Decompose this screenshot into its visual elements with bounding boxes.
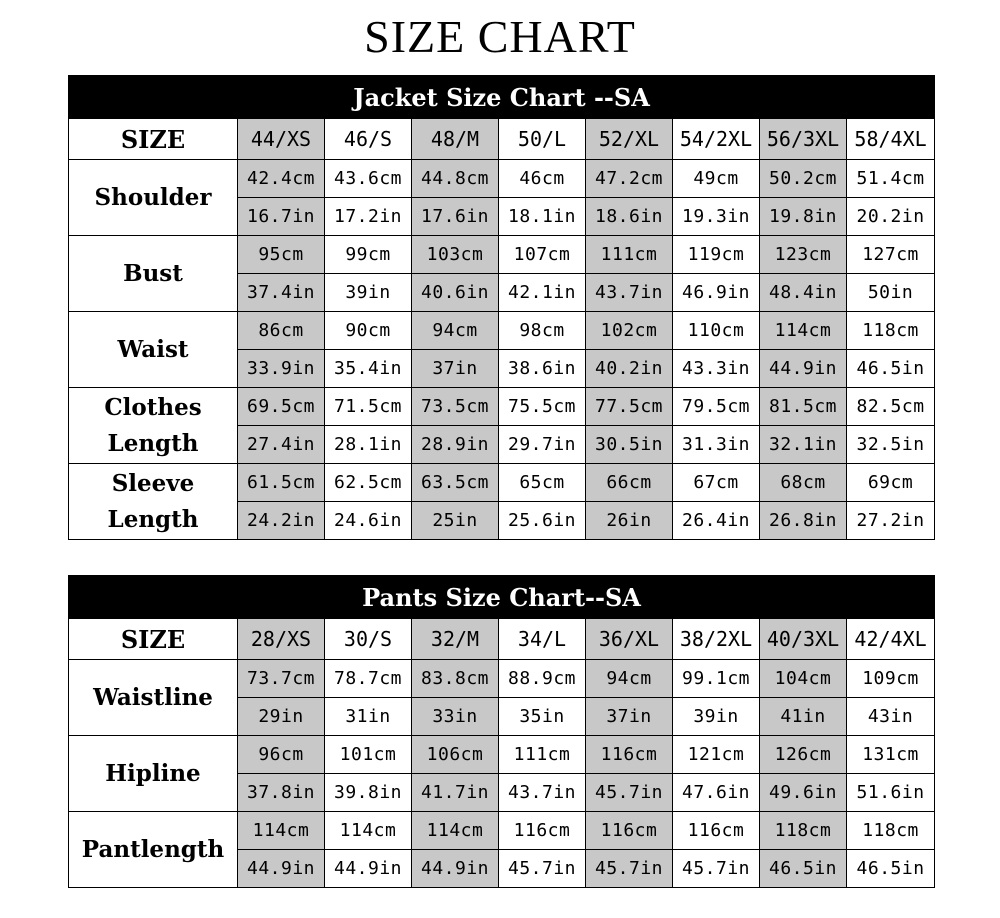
value-cell: 69cm bbox=[847, 464, 935, 502]
value-cell: 67cm bbox=[673, 464, 760, 502]
value-cell: 65cm bbox=[499, 464, 586, 502]
size-label: SIZE bbox=[69, 119, 238, 160]
row-label-bust: Bust bbox=[69, 236, 238, 312]
value-cell: 116cm bbox=[586, 736, 673, 774]
value-cell: 44.9in bbox=[238, 850, 325, 888]
jacket-size-table bbox=[68, 75, 935, 540]
value-cell: 44.9in bbox=[412, 850, 499, 888]
value-cell: 45.7in bbox=[586, 850, 673, 888]
value-cell: 126cm bbox=[760, 736, 847, 774]
value-cell: 61.5cm bbox=[238, 464, 325, 502]
value-cell: 98cm bbox=[499, 312, 586, 350]
value-cell: 44.9in bbox=[325, 850, 412, 888]
value-cell: 38.6in bbox=[499, 350, 586, 388]
pants-size-table bbox=[68, 575, 935, 888]
value-cell: 37in bbox=[586, 698, 673, 736]
value-cell: 37in bbox=[412, 350, 499, 388]
value-cell: 37.8in bbox=[238, 774, 325, 812]
value-cell: 94cm bbox=[412, 312, 499, 350]
row-label-waist: Waist bbox=[69, 312, 238, 388]
value-cell: 43.7in bbox=[586, 274, 673, 312]
value-cell: 46.5in bbox=[847, 350, 935, 388]
value-cell: 99.1cm bbox=[673, 660, 760, 698]
value-cell: 68cm bbox=[760, 464, 847, 502]
value-cell: 95cm bbox=[238, 236, 325, 274]
value-cell: 32.1in bbox=[760, 426, 847, 464]
size-header: 54/2XL bbox=[673, 119, 760, 160]
value-cell: 50in bbox=[847, 274, 935, 312]
value-cell: 99cm bbox=[325, 236, 412, 274]
size-header: 44/XS bbox=[238, 119, 325, 160]
value-cell: 116cm bbox=[499, 812, 586, 850]
value-cell: 118cm bbox=[847, 312, 935, 350]
size-header: 42/4XL bbox=[847, 619, 935, 660]
size-header: 34/L bbox=[499, 619, 586, 660]
value-cell: 17.2in bbox=[325, 198, 412, 236]
size-label: SIZE bbox=[69, 619, 238, 660]
value-cell: 71.5cm bbox=[325, 388, 412, 426]
value-cell: 39in bbox=[673, 698, 760, 736]
value-cell: 82.5cm bbox=[847, 388, 935, 426]
value-cell: 46.5in bbox=[760, 850, 847, 888]
value-cell: 62.5cm bbox=[325, 464, 412, 502]
value-cell: 42.1in bbox=[499, 274, 586, 312]
value-cell: 114cm bbox=[238, 812, 325, 850]
value-cell: 44.9in bbox=[760, 350, 847, 388]
value-cell: 83.8cm bbox=[412, 660, 499, 698]
value-cell: 73.7cm bbox=[238, 660, 325, 698]
value-cell: 69.5cm bbox=[238, 388, 325, 426]
value-cell: 43.6cm bbox=[325, 160, 412, 198]
value-cell: 111cm bbox=[499, 736, 586, 774]
row-label-pantlength: Pantlength bbox=[69, 812, 238, 888]
value-cell: 51.6in bbox=[847, 774, 935, 812]
value-cell: 40.6in bbox=[412, 274, 499, 312]
value-cell: 123cm bbox=[760, 236, 847, 274]
value-cell: 33in bbox=[412, 698, 499, 736]
size-header: 32/M bbox=[412, 619, 499, 660]
value-cell: 114cm bbox=[760, 312, 847, 350]
value-cell: 73.5cm bbox=[412, 388, 499, 426]
value-cell: 116cm bbox=[586, 812, 673, 850]
value-cell: 79.5cm bbox=[673, 388, 760, 426]
value-cell: 28.9in bbox=[412, 426, 499, 464]
value-cell: 39in bbox=[325, 274, 412, 312]
jacket-table-header: Jacket Size Chart --SA bbox=[69, 76, 935, 119]
size-header: 58/4XL bbox=[847, 119, 935, 160]
value-cell: 44.8cm bbox=[412, 160, 499, 198]
value-cell: 18.1in bbox=[499, 198, 586, 236]
value-cell: 88.9cm bbox=[499, 660, 586, 698]
row-label-sleeve-length: Sleeve Length bbox=[69, 464, 238, 540]
value-cell: 51.4cm bbox=[847, 160, 935, 198]
value-cell: 119cm bbox=[673, 236, 760, 274]
size-header: 56/3XL bbox=[760, 119, 847, 160]
value-cell: 27.4in bbox=[238, 426, 325, 464]
value-cell: 103cm bbox=[412, 236, 499, 274]
value-cell: 110cm bbox=[673, 312, 760, 350]
value-cell: 75.5cm bbox=[499, 388, 586, 426]
value-cell: 107cm bbox=[499, 236, 586, 274]
value-cell: 41in bbox=[760, 698, 847, 736]
value-cell: 26.8in bbox=[760, 502, 847, 540]
value-cell: 29in bbox=[238, 698, 325, 736]
value-cell: 45.7in bbox=[499, 850, 586, 888]
page-title: SIZE CHART bbox=[364, 11, 636, 62]
value-cell: 29.7in bbox=[499, 426, 586, 464]
value-cell: 46cm bbox=[499, 160, 586, 198]
value-cell: 90cm bbox=[325, 312, 412, 350]
value-cell: 19.3in bbox=[673, 198, 760, 236]
value-cell: 40.2in bbox=[586, 350, 673, 388]
value-cell: 32.5in bbox=[847, 426, 935, 464]
value-cell: 111cm bbox=[586, 236, 673, 274]
value-cell: 127cm bbox=[847, 236, 935, 274]
value-cell: 121cm bbox=[673, 736, 760, 774]
value-cell: 45.7in bbox=[586, 774, 673, 812]
value-cell: 102cm bbox=[586, 312, 673, 350]
value-cell: 17.6in bbox=[412, 198, 499, 236]
value-cell: 24.6in bbox=[325, 502, 412, 540]
size-header: 48/M bbox=[412, 119, 499, 160]
value-cell: 42.4cm bbox=[238, 160, 325, 198]
value-cell: 39.8in bbox=[325, 774, 412, 812]
size-header: 46/S bbox=[325, 119, 412, 160]
value-cell: 114cm bbox=[325, 812, 412, 850]
value-cell: 26.4in bbox=[673, 502, 760, 540]
value-cell: 46.9in bbox=[673, 274, 760, 312]
size-header: 28/XS bbox=[238, 619, 325, 660]
size-header: 50/L bbox=[499, 119, 586, 160]
value-cell: 116cm bbox=[673, 812, 760, 850]
value-cell: 131cm bbox=[847, 736, 935, 774]
value-cell: 43.3in bbox=[673, 350, 760, 388]
value-cell: 25.6in bbox=[499, 502, 586, 540]
value-cell: 28.1in bbox=[325, 426, 412, 464]
value-cell: 35.4in bbox=[325, 350, 412, 388]
row-label-shoulder: Shoulder bbox=[69, 160, 238, 236]
pants-table-header: Pants Size Chart--SA bbox=[69, 576, 935, 619]
value-cell: 43.7in bbox=[499, 774, 586, 812]
value-cell: 33.9in bbox=[238, 350, 325, 388]
value-cell: 27.2in bbox=[847, 502, 935, 540]
value-cell: 31.3in bbox=[673, 426, 760, 464]
value-cell: 20.2in bbox=[847, 198, 935, 236]
value-cell: 41.7in bbox=[412, 774, 499, 812]
value-cell: 50.2cm bbox=[760, 160, 847, 198]
value-cell: 37.4in bbox=[238, 274, 325, 312]
value-cell: 26in bbox=[586, 502, 673, 540]
value-cell: 63.5cm bbox=[412, 464, 499, 502]
value-cell: 104cm bbox=[760, 660, 847, 698]
row-label-hipline: Hipline bbox=[69, 736, 238, 812]
value-cell: 118cm bbox=[847, 812, 935, 850]
value-cell: 94cm bbox=[586, 660, 673, 698]
size-header: 40/3XL bbox=[760, 619, 847, 660]
row-label-waistline: Waistline bbox=[69, 660, 238, 736]
size-header: 36/XL bbox=[586, 619, 673, 660]
size-header: 30/S bbox=[325, 619, 412, 660]
value-cell: 18.6in bbox=[586, 198, 673, 236]
value-cell: 106cm bbox=[412, 736, 499, 774]
value-cell: 77.5cm bbox=[586, 388, 673, 426]
value-cell: 49cm bbox=[673, 160, 760, 198]
value-cell: 31in bbox=[325, 698, 412, 736]
value-cell: 19.8in bbox=[760, 198, 847, 236]
value-cell: 30.5in bbox=[586, 426, 673, 464]
value-cell: 16.7in bbox=[238, 198, 325, 236]
value-cell: 81.5cm bbox=[760, 388, 847, 426]
value-cell: 47.6in bbox=[673, 774, 760, 812]
value-cell: 46.5in bbox=[847, 850, 935, 888]
value-cell: 78.7cm bbox=[325, 660, 412, 698]
size-header: 52/XL bbox=[586, 119, 673, 160]
value-cell: 114cm bbox=[412, 812, 499, 850]
value-cell: 86cm bbox=[238, 312, 325, 350]
value-cell: 47.2cm bbox=[586, 160, 673, 198]
value-cell: 45.7in bbox=[673, 850, 760, 888]
value-cell: 66cm bbox=[586, 464, 673, 502]
value-cell: 25in bbox=[412, 502, 499, 540]
size-header: 38/2XL bbox=[673, 619, 760, 660]
value-cell: 109cm bbox=[847, 660, 935, 698]
value-cell: 96cm bbox=[238, 736, 325, 774]
value-cell: 35in bbox=[499, 698, 586, 736]
value-cell: 49.6in bbox=[760, 774, 847, 812]
value-cell: 24.2in bbox=[238, 502, 325, 540]
value-cell: 48.4in bbox=[760, 274, 847, 312]
row-label-clothes-length: Clothes Length bbox=[69, 388, 238, 464]
value-cell: 118cm bbox=[760, 812, 847, 850]
value-cell: 43in bbox=[847, 698, 935, 736]
value-cell: 101cm bbox=[325, 736, 412, 774]
